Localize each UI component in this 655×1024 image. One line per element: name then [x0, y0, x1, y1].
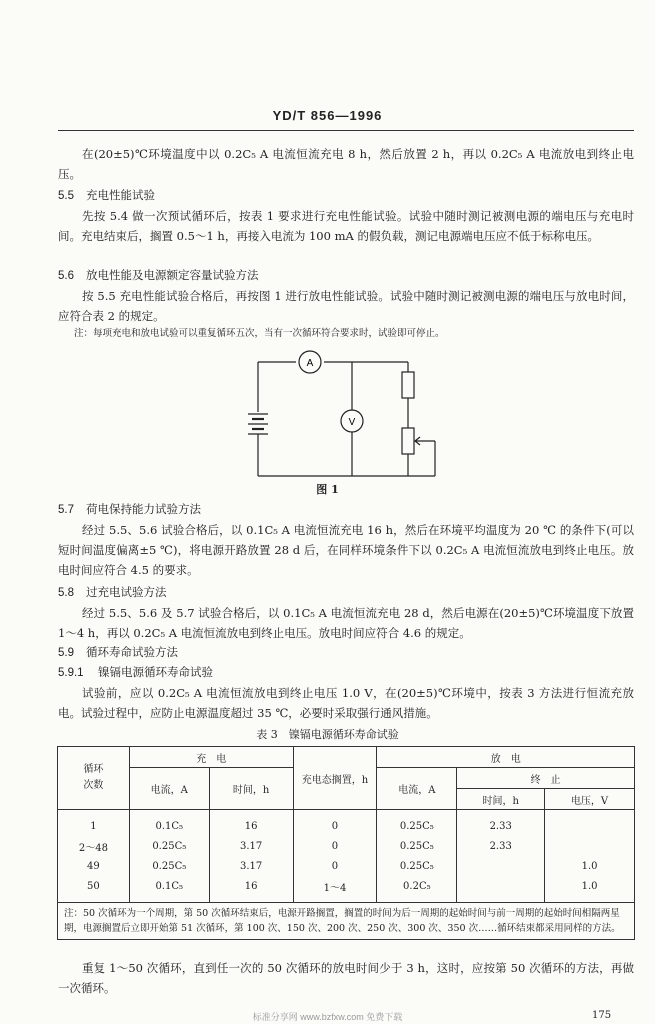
cycle-life-table [57, 746, 635, 940]
table-title: 表 3 镍镉电源循环寿命试验 [256, 728, 399, 741]
circuit-diagram [230, 348, 450, 480]
battery-icon [248, 414, 268, 434]
section-5-8-heading [58, 583, 167, 603]
section-5-7-text: 经过 5.5、5.6 试验合格后，以 0.1C₅ A 电流恒流充电 16 h，然后在环境平均温度为 20 ℃ 的条件下(可以短时间温度偏离±5 ℃)，将电源开路放置 28 d 后，在同样环境条件下以 0.2C₅ A 电流恒流放电到终止电压。放电时间应符合 4.5 的要求。 [58, 523, 634, 577]
section-number: 5.9.1 [58, 667, 84, 679]
section-title: 荷电保持能力试验方法 [86, 504, 201, 516]
footer-watermark: 标准分享网 www.bzfxw.com 免费下载 [252, 1012, 403, 1022]
header-cycles: 循环 次数 [58, 747, 130, 810]
section-5-9-1-heading [58, 663, 213, 683]
table-note: 注：50 次循环为一个周期，第 50 次循环结束后，电源开路搁置，搁置的时间为后一周期的起始时间与前一周期的起始时间相隔两星期，电源搁置后立即开始第 51 次循环，第 100 次、150 次、200 次、250 次、300 次、350 次……循环结束都采用同样的方法。 [58, 903, 635, 940]
header-end-voltage: 电压，V [545, 789, 635, 810]
section-number: 5.9 [58, 647, 74, 659]
section-5-6-text: 按 5.5 充电性能试验合格后，再按图 1 进行放电性能试验。试验中随时测记被测电源的端电压与放电时间，应符合表 2 的规定。 [58, 289, 634, 323]
intro-paragraph: 在(20±5)℃环境温度中以 0.2C₅ A 电流恒流充电 8 h，然后放置 2 h，再以 0.2C₅ A 电流放电到终止电压。 [58, 147, 634, 181]
figure-caption: 图 1 [316, 483, 339, 496]
header-charge: 充 电 [129, 747, 293, 768]
page-number: 175 [592, 1010, 612, 1021]
section-5-5-text: 先按 5.4 做一次预试循环后，按表 1 要求进行充电性能试验。试验中随时测记被测电源的端电压与充电时间。充电结束后，搁置 0.5～1 h，再接入电流为 100 mA 的假负载，测记电源端电压应不低于标称电压。 [58, 209, 634, 243]
section-5-6-note: 注：每项充电和放电试验可以重复循环五次，当有一次循环符合要求时，试验即可停止。 [74, 328, 445, 339]
section-5-6-heading [58, 266, 259, 286]
table-row: 50 0.1C₅ 16 1～4 0.2C₅ 1.0 [58, 876, 635, 903]
table-row: 49 0.25C₅ 3.17 0 0.25C₅ 1.0 [58, 856, 635, 876]
section-5-9-heading [58, 643, 178, 663]
section-number: 5.6 [58, 270, 74, 282]
voltmeter-label: V [348, 417, 356, 428]
table-row: 1 0.1C₅ 16 0 0.25C₅ 2.33 [58, 810, 635, 837]
header-end-time: 时间，h [457, 789, 545, 810]
ammeter-label: A [306, 358, 314, 369]
header-charge-time: 时间，h [209, 768, 293, 810]
section-5-9-1-text: 试验前，应以 0.2C₅ A 电流恒流放电到终止电压 1.0 V，在(20±5)℃环境中，按表 3 方法进行恒流充放电。试验过程中，应防止电源温度超过 35 ℃，必要时采取强行通风措施。 [58, 686, 634, 720]
section-number: 5.7 [58, 504, 74, 516]
section-title: 镍镉电源循环寿命试验 [98, 667, 213, 679]
section-5-8-text: 经过 5.5、5.6 及 5.7 试验合格后，以 0.1C₅ A 电流恒流充电 28 d，然后电源在(20±5)℃环境温度下放置 1～4 h，再以 0.2C₅ A 电流恒流放电到终止电压。放电时间应符合 4.6 的规定。 [58, 606, 634, 640]
section-title: 充电性能试验 [86, 190, 155, 202]
section-5-7-heading [58, 500, 201, 520]
header-rule [58, 130, 634, 131]
section-title: 放电性能及电源额定容量试验方法 [86, 270, 259, 282]
header-end: 终 止 [457, 768, 635, 789]
fixed-resistor [402, 372, 414, 398]
section-number: 5.5 [58, 190, 74, 202]
section-5-5-heading [58, 186, 155, 206]
header-rest: 充电态搁置，h [293, 747, 377, 810]
section-title: 循环寿命试验方法 [86, 647, 178, 659]
header-discharge: 放 电 [377, 747, 635, 768]
page-header: YD/T 856—1996 [272, 108, 383, 123]
header-charge-current: 电流，A [129, 768, 209, 810]
header-discharge-current: 电流，A [377, 768, 457, 810]
section-title: 过充电试验方法 [86, 587, 167, 599]
table-row: 2～48 0.25C₅ 3.17 0 0.25C₅ 2.33 [58, 836, 635, 856]
section-number: 5.8 [58, 587, 74, 599]
variable-resistor [402, 428, 414, 454]
final-paragraph: 重复 1～50 次循环，直到任一次的 50 次循环的放电时间少于 3 h，这时，应按第 50 次循环的方法，再做一次循环。 [58, 961, 634, 995]
